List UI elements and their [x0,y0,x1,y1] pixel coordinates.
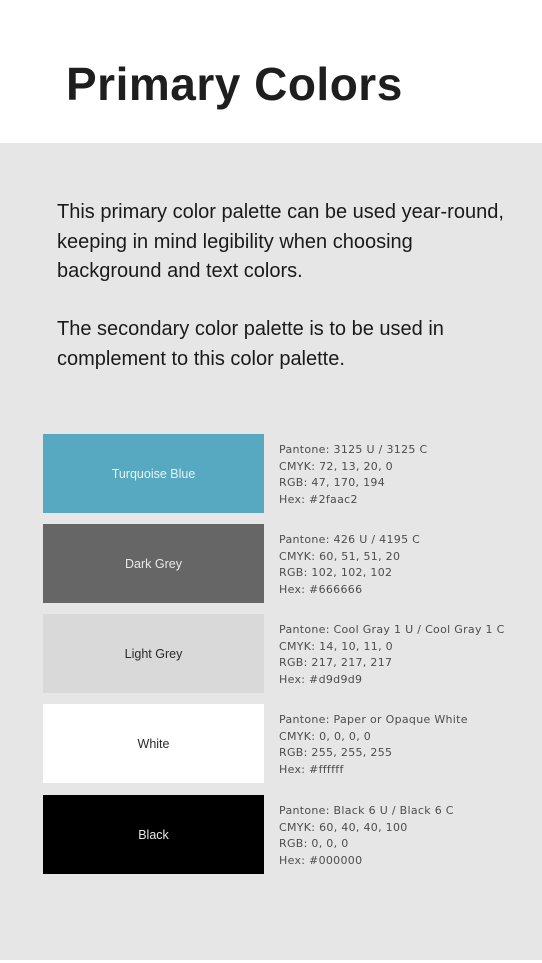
color-specs [279,442,427,508]
color-specs [279,712,468,778]
cmyk-value: CMYK: 60, 40, 40, 100 [279,820,408,834]
rgb-value: RGB: 102, 102, 102 [279,566,393,579]
hex-value: Hex: #000000 [279,853,363,867]
swatch-label: Dark Grey [125,556,182,571]
rgb-value: RGB: 47, 170, 194 [279,476,385,489]
swatch-row-black [43,795,533,874]
rgb-value: RGB: 255, 255, 255 [279,746,393,759]
color-swatch [43,704,264,783]
swatch-row-dark-grey [43,524,533,603]
cmyk-value: CMYK: 0, 0, 0, 0 [279,729,372,743]
swatch-row-white [43,704,533,783]
pantone-value: Pantone: 3125 U / 3125 C [279,443,428,456]
color-specs [279,622,505,688]
pantone-value: Pantone: 426 U / 4195 C [279,533,421,546]
swatch-label: White [137,736,170,751]
pantone-value: Pantone: Black 6 U / Black 6 C [279,804,454,817]
swatch-label: Black [138,827,169,842]
hex-value: Hex: #d9d9d9 [279,672,363,686]
content-panel [0,143,542,960]
intro-paragraph-secondary: The secondary color palette is to be used in complement to this color palette. [57,318,444,370]
intro-paragraph-primary: This primary color palette can be used year-round, keeping in mind legibility when choosing background and text colors. [57,201,504,282]
pantone-value: Pantone: Paper or Opaque White [279,713,468,726]
swatch-label: Turquoise Blue [111,466,196,481]
pantone-value: Pantone: Cool Gray 1 U / Cool Gray 1 C [279,623,505,636]
swatch-row-light-grey [43,614,533,693]
color-swatch [43,524,264,603]
color-specs [279,532,420,598]
page-title: Primary Colors [66,58,403,110]
page-header [0,0,542,143]
hex-value: Hex: #666666 [279,582,363,596]
color-swatch [43,434,264,513]
cmyk-value: CMYK: 72, 13, 20, 0 [279,459,393,473]
swatch-label: Light Grey [124,646,183,661]
hex-value: Hex: #ffffff [279,762,344,776]
cmyk-value: CMYK: 60, 51, 51, 20 [279,549,401,563]
cmyk-value: CMYK: 14, 10, 11, 0 [279,639,393,653]
hex-value: Hex: #2faac2 [279,492,358,506]
color-specs [279,803,454,869]
color-swatch [43,614,264,693]
rgb-value: RGB: 217, 217, 217 [279,656,393,669]
swatch-row-turquoise-blue [43,434,533,513]
rgb-value: RGB: 0, 0, 0 [279,837,349,850]
color-swatch [43,795,264,874]
